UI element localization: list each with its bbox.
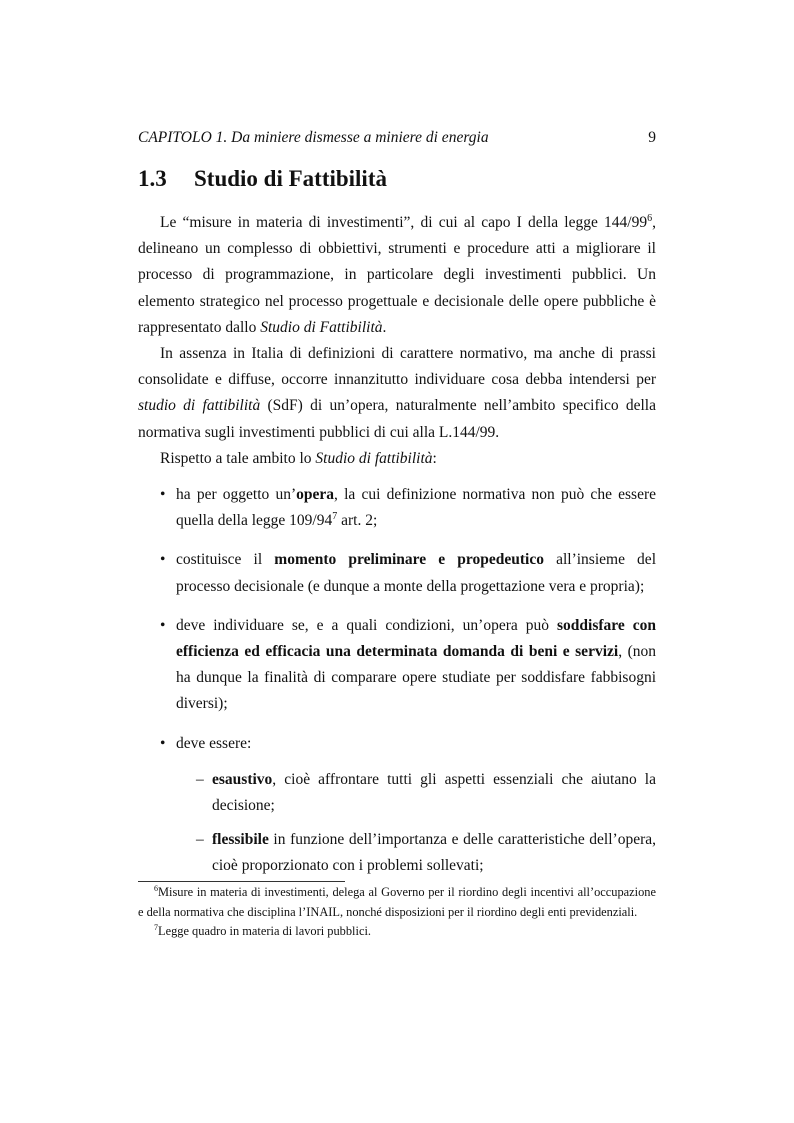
footnote-ref-6: 6 bbox=[647, 213, 653, 224]
bullet-icon: • bbox=[160, 551, 166, 569]
paragraph-2-text-a: In assenza in Italia di definizioni di carattere normativo, ma anche di prassi consolidate e diffuse, occorre innanzitutto individuare cosa debba intendersi per bbox=[138, 345, 656, 389]
bullet-list bbox=[138, 482, 656, 880]
section-heading bbox=[138, 164, 387, 194]
paragraph-1-text-b: , delineano un complesso di obbiettivi, strumenti e procedure atti a migliorare il processo di programmazione, in particolare degli investimenti pubblici. Un elemento strategico nel processo progettuale e decisionale delle opere pubbliche è rappresentato dallo bbox=[138, 214, 656, 336]
list-item-text-a: costituisce il bbox=[176, 551, 275, 569]
list-item-text-b: all’insieme del processo decisionale (e dunque a monte della progettazione vera e propria); bbox=[176, 551, 656, 595]
bullet-icon: • bbox=[160, 486, 166, 504]
footnote-text: Legge quadro in materia di lavori pubblici. bbox=[158, 924, 371, 938]
paragraph-3 bbox=[138, 446, 656, 472]
footnote-number: 6 bbox=[154, 884, 158, 893]
sub-list-item-strong: esaustivo bbox=[212, 770, 273, 788]
paragraph-3-text-a: Rispetto a tale ambito lo bbox=[160, 449, 316, 467]
sub-list bbox=[176, 767, 656, 880]
list-item-text-b: , la cui definizione normativa non può che essere quella della legge 109/94 bbox=[176, 486, 657, 530]
paragraph-3-text-b: : bbox=[432, 449, 437, 467]
paragraph-2-text-b: (SdF) di un’opera, naturalmente nell’ambito specifico della normativa sugli investimenti pubblici di cui alla L.144/99. bbox=[138, 397, 656, 441]
list-item-strong: opera bbox=[296, 486, 335, 504]
list-item-text-b: , (non ha dunque la finalità di comparare opere studiate per soddisfare fabbisogni diversi); bbox=[176, 643, 656, 713]
dash-icon: – bbox=[196, 770, 204, 788]
footnote-7 bbox=[138, 922, 656, 942]
list-item bbox=[138, 613, 656, 718]
sub-list-item-text: in funzione dell’importanza e delle caratteristiche dell’opera, cioè proporzionato con i problemi sollevati; bbox=[212, 831, 656, 875]
paragraph-1-text-c: . bbox=[382, 318, 387, 336]
section-title: Studio di Fattibilità bbox=[194, 166, 387, 191]
footnote-6 bbox=[138, 883, 656, 922]
footnote-divider bbox=[138, 881, 345, 882]
footnote-text: Misure in materia di investimenti, delega al Governo per il riordino degli incentivi all’occupazione e della normativa che disciplina l’INAIL, nonché disposizioni per il riordino degli enti previdenziali. bbox=[138, 885, 656, 919]
paragraph-2-emphasis: studio di fattibilità bbox=[138, 397, 261, 415]
list-item-text-a: ha per oggetto un’ bbox=[176, 486, 297, 504]
page-number: 9 bbox=[648, 129, 656, 146]
sub-list-item bbox=[176, 827, 656, 879]
sub-list-item-text: , cioè affrontare tutti gli aspetti essenziali che aiutano la decisione; bbox=[212, 770, 656, 815]
paragraph-1 bbox=[138, 210, 656, 341]
body-text bbox=[138, 210, 656, 893]
dash-icon: – bbox=[196, 831, 204, 849]
section-number: 1.3 bbox=[138, 166, 167, 191]
chapter-title: CAPITOLO 1. Da miniere dismesse a miniere di energia bbox=[138, 129, 489, 146]
list-item-text-a: deve individuare se, e a quali condizioni, un’opera può bbox=[176, 616, 557, 634]
footnote-number: 7 bbox=[154, 923, 158, 932]
list-item bbox=[138, 482, 656, 534]
paragraph-2 bbox=[138, 341, 656, 446]
paragraph-3-emphasis: Studio di fattibilità bbox=[315, 449, 433, 467]
footnote-ref-7: 7 bbox=[332, 511, 338, 523]
footnotes bbox=[138, 883, 656, 942]
bullet-icon: • bbox=[160, 616, 166, 634]
sub-list-item bbox=[176, 767, 656, 819]
bullet-icon: • bbox=[160, 734, 166, 752]
list-item-text-a: deve essere: bbox=[176, 734, 252, 752]
sub-list-item-strong: flessibile bbox=[212, 831, 269, 849]
list-item bbox=[138, 731, 656, 880]
list-item-text-c: art. 2; bbox=[337, 512, 378, 530]
running-header bbox=[138, 128, 656, 148]
list-item-strong: soddisfare con efficienza ed efficacia una determinata domanda di beni e servizi bbox=[176, 616, 656, 661]
list-item bbox=[138, 547, 656, 599]
paragraph-1-emphasis: Studio di Fattibilità bbox=[260, 318, 383, 336]
list-item-strong: momento preliminare e propedeutico bbox=[274, 551, 544, 569]
paragraph-1-text-a: Le “misure in materia di investimenti”, di cui al capo I della legge 144/99 bbox=[160, 214, 648, 231]
